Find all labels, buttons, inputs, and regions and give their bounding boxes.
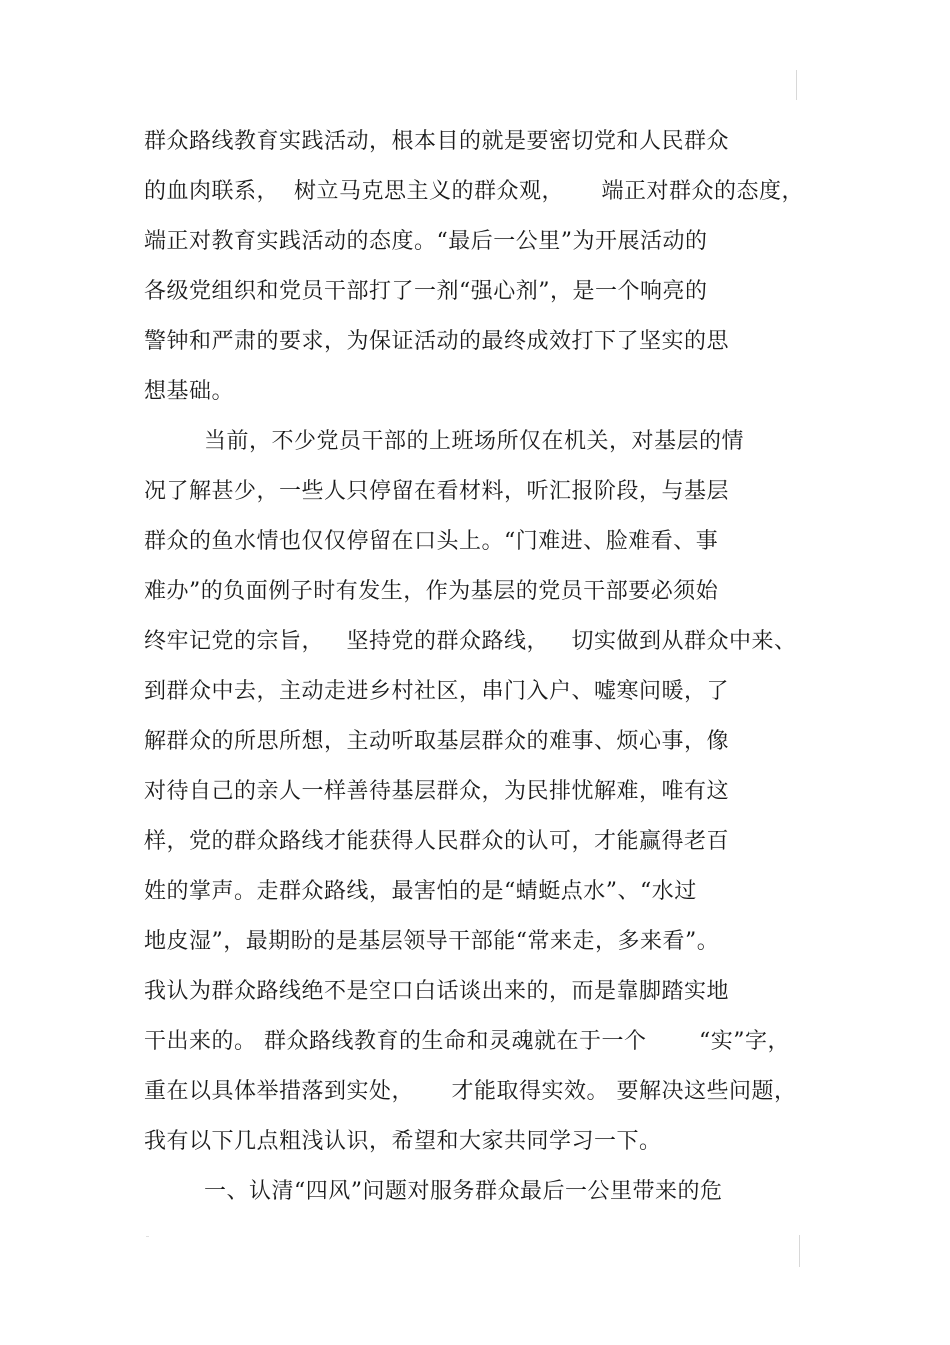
text-line: 样，党的群众路线才能获得人民群众的认可，才能赢得老百 bbox=[144, 829, 730, 854]
text-line: 况了解甚少，一些人只停留在看材料，听汇报阶段，与基层 bbox=[144, 479, 730, 504]
text-line: 干出来的。 群众路线教育的生命和灵魂就在于一个 “实”字， bbox=[144, 1029, 790, 1054]
text-line: 各级党组织和党员干部打了一剂“强心剂”，是一个响亮的 bbox=[144, 279, 708, 304]
section-heading-line: 一、认清“四风”问题对服务群众最后一公里带来的危 bbox=[144, 1179, 723, 1204]
text-line: 我有以下几点粗浅认识，希望和大家共同学习一下。 bbox=[144, 1129, 662, 1154]
text-line: 端正对教育实践活动的态度。“最后一公里”为开展活动的 bbox=[144, 229, 708, 254]
text-line: 重在以具体举措落到实处， 才能取得实效。 要解决这些问题， bbox=[144, 1079, 797, 1104]
text-line: 对待自己的亲人一样善待基层群众，为民排忧解难，唯有这 bbox=[144, 779, 730, 804]
text-line: 解群众的所思所想，主动听取基层群众的难事、烦心事，像 bbox=[144, 729, 730, 754]
text-line: 我认为群众路线绝不是空口白话谈出来的，而是靠脚踏实地 bbox=[144, 979, 730, 1004]
text-line: 群众路线教育实践活动，根本目的就是要密切党和人民群众 bbox=[144, 129, 730, 154]
text-line: 终牢记党的宗旨， 坚持党的群众路线， 切实做到从群众中来、 bbox=[144, 629, 797, 654]
paragraph-start-line: 当前，不少党员干部的上班场所仅在机关，对基层的情 bbox=[144, 429, 744, 454]
text-line: 的血肉联系， 树立马克思主义的群众观， 端正对群众的态度， bbox=[144, 179, 804, 204]
page-corner-mark bbox=[146, 1236, 149, 1237]
text-line: 到群众中去，主动走进乡村社区，串门入户、嘘寒问暖，了 bbox=[144, 679, 730, 704]
text-line: 想基础。 bbox=[144, 379, 235, 404]
page-edge-mark-top bbox=[796, 70, 797, 100]
text-line: 地皮湿”，最期盼的是基层领导干部能“常来走，多来看”。 bbox=[144, 929, 720, 954]
text-line: 群众的鱼水情也仅仅停留在口头上。“门难进、脸难看、事 bbox=[144, 529, 719, 554]
text-line: 姓的掌声。走群众路线，最害怕的是“蜻蜓点水”、“水过 bbox=[144, 879, 697, 904]
text-line: 警钟和严肃的要求，为保证活动的最终成效打下了坚实的思 bbox=[144, 329, 730, 354]
text-line: 难办”的负面例子时有发生，作为基层的党员干部要必须始 bbox=[144, 579, 719, 604]
page-edge-mark-bottom bbox=[799, 1235, 800, 1267]
